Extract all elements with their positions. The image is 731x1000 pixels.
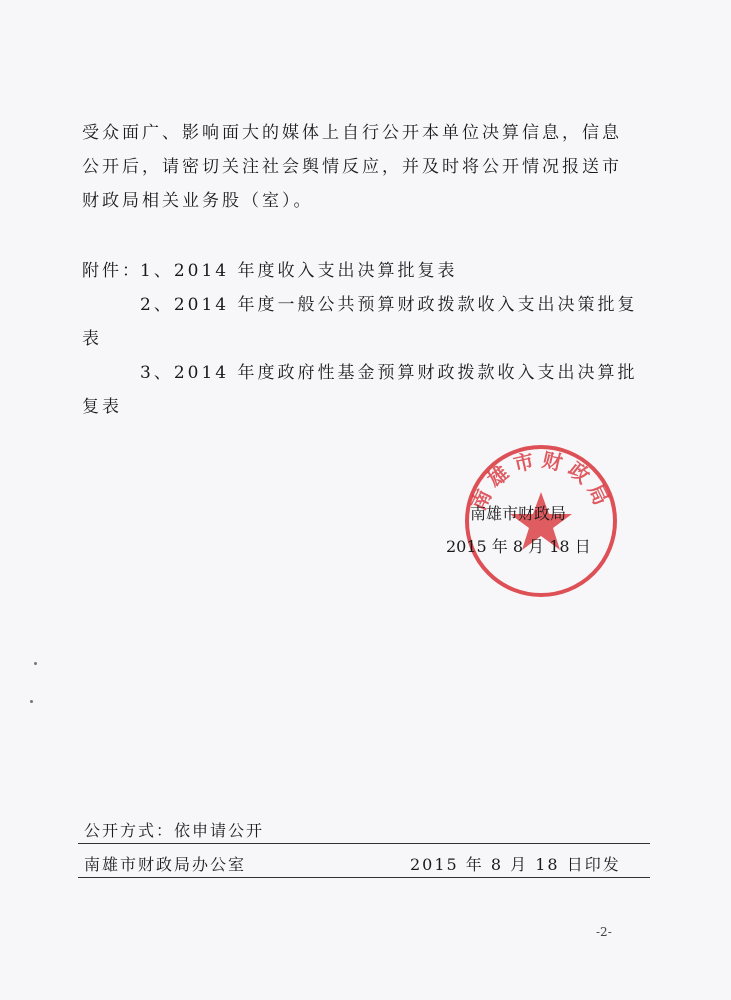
issue-date: 2015 年 8 月 18 日印发 [410, 855, 621, 874]
body-line-1: 受众面广、影响面大的媒体上自行公开本单位决算信息，信息 [82, 123, 622, 143]
scan-speck [34, 662, 37, 665]
issuing-office: 南雄市财政局办公室 [84, 855, 247, 874]
attachments-label: 附件： [82, 261, 142, 281]
scan-speck [30, 700, 33, 703]
footer-divider-top [78, 843, 650, 844]
attachment-item-3: 3、2014 年度政府性基金预算财政拨款收入支出决算批 [140, 363, 638, 383]
attachment-item-2: 2、2014 年度一般公共预算财政拨款收入支出决策批复 [140, 295, 638, 315]
page-number: -2- [596, 925, 612, 939]
body-line-2: 公开后，请密切关注社会舆情反应，并及时将公开情况报送市 [82, 157, 622, 177]
disclosure-method: 公开方式：依申请公开 [84, 821, 265, 840]
body-line-3: 财政局相关业务股（室）。 [82, 191, 314, 211]
signature-org: 南雄市财政局 [470, 504, 567, 523]
seal-text: 南雄市财政局 [465, 447, 617, 515]
footer-divider-bottom [78, 877, 650, 878]
attachment-item-1: 1、2014 年度收入支出决算批复表 [140, 261, 458, 281]
attachment-item-2-continued: 表 [82, 329, 102, 349]
signature-date: 2015 年 8 月 18 日 [446, 537, 591, 556]
attachment-item-3-continued: 复表 [82, 397, 122, 417]
